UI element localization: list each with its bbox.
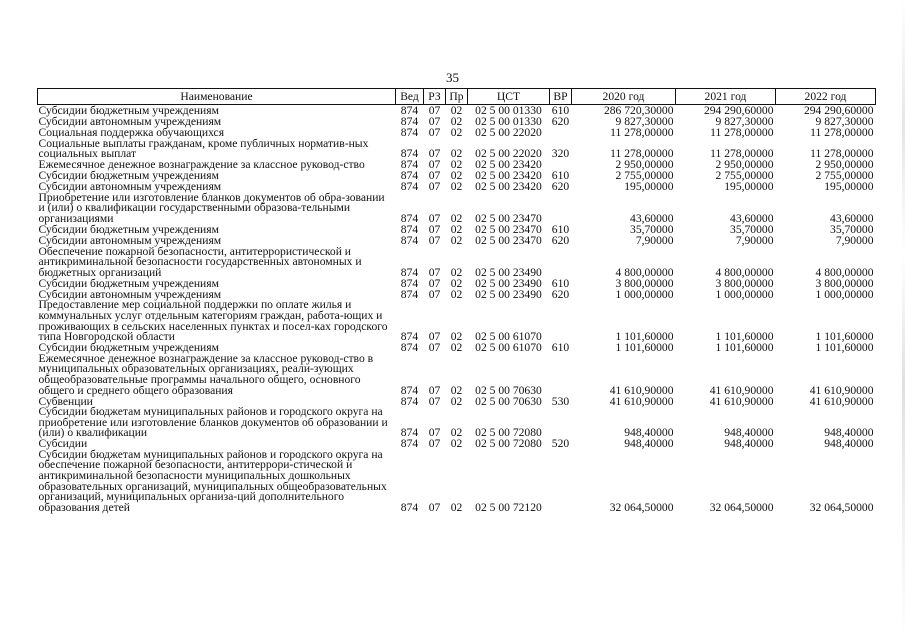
cell-pr: 02 [450, 276, 463, 290]
cell-vr [550, 193, 572, 225]
cell-rz: 07 [428, 500, 441, 514]
cell-rz: 07 [428, 330, 441, 344]
cell-ved: 874 [400, 233, 419, 247]
cell-2020: 11 278,00000 [610, 147, 674, 161]
header-pr: Пр [446, 89, 468, 105]
table-row [38, 193, 876, 225]
cell-name: Субсидии автономным учреждениям [38, 287, 222, 301]
cell-cst: 02 5 00 23490 [475, 287, 542, 301]
cell-2020: 1 101,60000 [615, 341, 674, 355]
cell-ved: 874 [400, 211, 419, 225]
cell-vr [550, 450, 572, 514]
cell-rz: 07 [428, 287, 441, 301]
header-rz: РЗ [424, 89, 446, 105]
cell-rz: 07 [428, 169, 441, 183]
cell-2021: 41 610,90000 [709, 394, 774, 408]
cell-cst: 02 5 00 23470 [475, 233, 542, 247]
cell-vr: 610 [551, 104, 570, 117]
cell-ved: 874 [400, 169, 419, 183]
cell-2022: 1 000,00000 [815, 287, 874, 301]
header-vr: ВР [550, 89, 572, 105]
table-row [38, 247, 876, 279]
cell-pr: 02 [450, 169, 463, 183]
cell-name: Субсидии бюджетам муниципальных районов и городского округа на приобретение или изготовление бланков документов об образовании и (или) о квалификации [38, 405, 388, 440]
cell-cst: 02 5 00 23420 [475, 158, 542, 172]
cell-2020: 7,90000 [635, 233, 674, 247]
cell-vr: 620 [551, 180, 570, 194]
table-header-row [38, 89, 876, 105]
cell-2021: 11 278,00000 [710, 126, 774, 139]
cell-cst: 02 5 00 72080 [475, 437, 542, 451]
table-row [38, 139, 876, 160]
cell-name: Социальная поддержка обучающихся [38, 126, 225, 139]
cell-pr: 02 [450, 104, 463, 117]
cell-rz: 07 [428, 394, 441, 408]
cell-pr: 02 [450, 341, 463, 355]
cell-2021: 1 101,60000 [715, 341, 774, 355]
cell-name: Ежемесячное денежное вознаграждение за классное руковод-ство в муниципальных образовательных организациях, реали-зующих общеобразовательные программы начального общего, основного общего и среднего общего образования [38, 351, 374, 397]
cell-2020: 43,60000 [630, 211, 674, 225]
cell-ved: 874 [400, 126, 419, 139]
cell-pr: 02 [450, 158, 463, 172]
cell-rz: 07 [428, 426, 441, 440]
cell-ved: 874 [400, 437, 419, 451]
cell-pr: 02 [450, 500, 463, 514]
cell-ved: 874 [400, 265, 419, 279]
cell-vr: 610 [551, 341, 570, 355]
cell-ved: 874 [400, 341, 419, 355]
header-ved: Вед [396, 89, 424, 105]
cell-name: Приобретение или изготовление бланков документов об обра-зовании и (или) о квалификации государственными образова-тельными организациями [38, 190, 385, 225]
cell-2022: 41 610,90000 [809, 394, 874, 408]
cell-ved: 874 [400, 287, 419, 301]
cell-name: Ежемесячное денежное вознаграждение за классное руковод-ство [38, 158, 365, 172]
cell-ved: 874 [400, 180, 419, 194]
cell-rz: 07 [428, 265, 441, 279]
cell-vr: 620 [551, 287, 570, 301]
cell-2021: 1 101,60000 [715, 330, 774, 344]
cell-2020: 3 800,00000 [615, 276, 674, 290]
header-2020: 2020 год [572, 89, 676, 105]
cell-name: Субвенции [38, 394, 93, 408]
cell-2021: 4 800,00000 [715, 265, 774, 279]
cell-name: Социальные выплаты гражданам, кроме публичных норматив-ных социальных выплат [38, 136, 369, 161]
cell-cst: 02 5 00 23490 [475, 276, 542, 290]
cell-vr: 620 [551, 115, 570, 128]
cell-pr: 02 [450, 211, 463, 225]
cell-2020: 11 278,00000 [610, 126, 674, 139]
header-cst: ЦСТ [468, 89, 550, 105]
cell-rz: 07 [428, 341, 441, 355]
cell-2020: 1 101,60000 [615, 330, 674, 344]
cell-2020: 195,00000 [624, 180, 674, 194]
cell-name: Субсидии бюджетным учреждениям [38, 169, 219, 183]
cell-2022: 1 101,60000 [815, 341, 874, 355]
cell-vr [550, 300, 572, 342]
cell-vr: 610 [551, 222, 570, 236]
cell-2020: 35,70000 [630, 222, 674, 236]
table-row [38, 354, 876, 396]
cell-2022: 1 101,60000 [815, 330, 874, 344]
cell-2021: 35,70000 [730, 222, 774, 236]
cell-name: Субсидии автономным учреждениям [38, 115, 222, 128]
cell-2022: 4 800,00000 [815, 265, 874, 279]
cell-cst: 02 5 00 23420 [475, 169, 542, 183]
cell-ved: 874 [400, 222, 419, 236]
cell-ved: 874 [400, 383, 419, 397]
cell-2020: 4 800,00000 [615, 265, 674, 279]
cell-cst: 02 5 00 61070 [475, 330, 542, 344]
cell-vr: 530 [551, 394, 570, 408]
cell-rz: 07 [428, 104, 441, 117]
cell-2022: 2 755,00000 [815, 169, 874, 183]
cell-cst: 02 5 00 01330 [475, 104, 542, 117]
cell-vr: 610 [551, 169, 570, 183]
cell-vr: 610 [551, 276, 570, 290]
cell-2021: 41 610,90000 [709, 383, 774, 397]
cell-ved: 874 [400, 426, 419, 440]
cell-rz: 07 [428, 222, 441, 236]
cell-pr: 02 [450, 394, 463, 408]
cell-2020: 948,40000 [624, 426, 674, 440]
cell-2021: 294 290,60000 [703, 104, 774, 117]
cell-rz: 07 [428, 383, 441, 397]
cell-vr [550, 354, 572, 396]
cell-rz: 07 [428, 158, 441, 172]
cell-2020: 948,40000 [624, 437, 674, 451]
cell-pr: 02 [450, 437, 463, 451]
cell-2022: 3 800,00000 [815, 276, 874, 290]
cell-2021: 3 800,00000 [715, 276, 774, 290]
cell-rz: 07 [428, 147, 441, 161]
cell-name: Субсидии бюджетным учреждениям [38, 341, 219, 355]
cell-ved: 874 [400, 394, 419, 408]
cell-rz: 07 [428, 211, 441, 225]
cell-vr [550, 128, 572, 139]
cell-2020: 2 950,00000 [615, 158, 674, 172]
cell-2022: 948,40000 [824, 426, 874, 440]
cell-pr: 02 [450, 233, 463, 247]
cell-pr: 02 [450, 426, 463, 440]
cell-rz: 07 [428, 180, 441, 194]
cell-2021: 195,00000 [724, 180, 774, 194]
cell-2020: 41 610,90000 [609, 383, 674, 397]
cell-2021: 948,40000 [724, 426, 774, 440]
cell-rz: 07 [428, 437, 441, 451]
cell-ved: 874 [400, 147, 419, 161]
cell-cst: 02 5 00 70630 [475, 394, 542, 408]
table-row [38, 450, 876, 514]
cell-ved: 874 [400, 115, 419, 128]
cell-ved: 874 [400, 158, 419, 172]
cell-cst: 02 5 00 72120 [475, 500, 542, 514]
cell-name: Субсидии бюджетным учреждениям [38, 104, 219, 117]
cell-2020: 286 720,30000 [603, 104, 674, 117]
cell-2021: 43,60000 [730, 211, 774, 225]
cell-2022: 7,90000 [835, 233, 874, 247]
cell-2021: 948,40000 [724, 437, 774, 451]
cell-2022: 294 290,60000 [803, 104, 874, 117]
page-number: 35 [446, 70, 459, 85]
cell-ved: 874 [400, 276, 419, 290]
cell-ved: 874 [400, 500, 419, 514]
cell-cst: 02 5 00 23470 [475, 211, 542, 225]
cell-2021: 11 278,00000 [710, 147, 774, 161]
cell-vr: 320 [551, 147, 570, 161]
cell-ved: 874 [400, 330, 419, 344]
cell-pr: 02 [450, 383, 463, 397]
cell-name: Субсидии бюджетам муниципальных районов и городского округа на обеспечение пожарной безопасности, антитеррори-стической и антикриминальной безопасности муниципальных дошкольных образовательных организаций, муниципальных общеобразовательных организаций, муниципальных организа-ций дополнительного образования детей [38, 447, 387, 514]
cell-2022: 35,70000 [830, 222, 874, 236]
cell-pr: 02 [450, 126, 463, 139]
header-2021: 2021 год [676, 89, 776, 105]
cell-cst: 02 5 00 61070 [475, 341, 542, 355]
cell-2021: 1 000,00000 [715, 287, 774, 301]
cell-2022: 195,00000 [824, 180, 874, 194]
cell-pr: 02 [450, 330, 463, 344]
cell-pr: 02 [450, 222, 463, 236]
cell-pr: 02 [450, 265, 463, 279]
cell-2022: 9 827,30000 [815, 115, 874, 128]
header-name: Наименование [38, 89, 396, 105]
cell-2020: 41 610,90000 [609, 394, 674, 408]
cell-pr: 02 [450, 287, 463, 301]
cell-name: Обеспечение пожарной безопасности, антитеррористической и антикриминальной безопасности государственных автономных и бюджетных организаций [38, 244, 362, 279]
cell-2022: 43,60000 [830, 211, 874, 225]
cell-cst: 02 5 00 22020 [475, 126, 542, 139]
cell-2021: 9 827,30000 [715, 115, 774, 128]
cell-cst: 02 5 00 22020 [475, 147, 542, 161]
cell-2020: 1 000,00000 [615, 287, 674, 301]
cell-cst: 02 5 00 23470 [475, 222, 542, 236]
cell-2022: 11 278,00000 [810, 147, 874, 161]
cell-pr: 02 [450, 147, 463, 161]
cell-2020: 32 064,50000 [609, 500, 674, 514]
cell-vr: 620 [551, 233, 570, 247]
cell-2022: 41 610,90000 [809, 383, 874, 397]
cell-2021: 32 064,50000 [709, 500, 774, 514]
cell-2021: 2 950,00000 [715, 158, 774, 172]
cell-2021: 2 755,00000 [715, 169, 774, 183]
cell-name: Субсидии автономным учреждениям [38, 180, 222, 194]
table-body [38, 105, 876, 514]
cell-rz: 07 [428, 115, 441, 128]
cell-pr: 02 [450, 115, 463, 128]
cell-vr [550, 407, 572, 439]
cell-vr [550, 247, 572, 279]
cell-2021: 7,90000 [735, 233, 774, 247]
cell-name: Субсидии [38, 437, 88, 451]
table-row [38, 407, 876, 439]
cell-pr: 02 [450, 180, 463, 194]
budget-table [37, 88, 876, 513]
cell-2022: 11 278,00000 [810, 126, 874, 139]
cell-cst: 02 5 00 70630 [475, 383, 542, 397]
cell-cst: 02 5 00 23490 [475, 265, 542, 279]
cell-cst: 02 5 00 23420 [475, 180, 542, 194]
cell-rz: 07 [428, 233, 441, 247]
cell-name: Предоставление мер социальной поддержки по оплате жилья и коммунальных услуг отдельным категориям граждан, работа-ющих и проживающих в сельских населенных пунктах и посел-ках городского типа Новгородской области [38, 298, 388, 344]
cell-rz: 07 [428, 126, 441, 139]
table-row [38, 300, 876, 342]
cell-vr: 520 [551, 437, 570, 451]
cell-cst: 02 5 00 72080 [475, 426, 542, 440]
cell-rz: 07 [428, 276, 441, 290]
cell-2020: 9 827,30000 [615, 115, 674, 128]
cell-2022: 32 064,50000 [809, 500, 874, 514]
cell-2022: 2 950,00000 [815, 158, 874, 172]
cell-name: Субсидии автономным учреждениям [38, 233, 222, 247]
cell-cst: 02 5 00 01330 [475, 115, 542, 128]
cell-2022: 948,40000 [824, 437, 874, 451]
cell-ved: 874 [400, 104, 419, 117]
header-2022: 2022 год [776, 89, 876, 105]
cell-name: Субсидии бюджетным учреждениям [38, 222, 219, 236]
cell-2020: 2 755,00000 [615, 169, 674, 183]
cell-name: Субсидии бюджетным учреждениям [38, 276, 219, 290]
